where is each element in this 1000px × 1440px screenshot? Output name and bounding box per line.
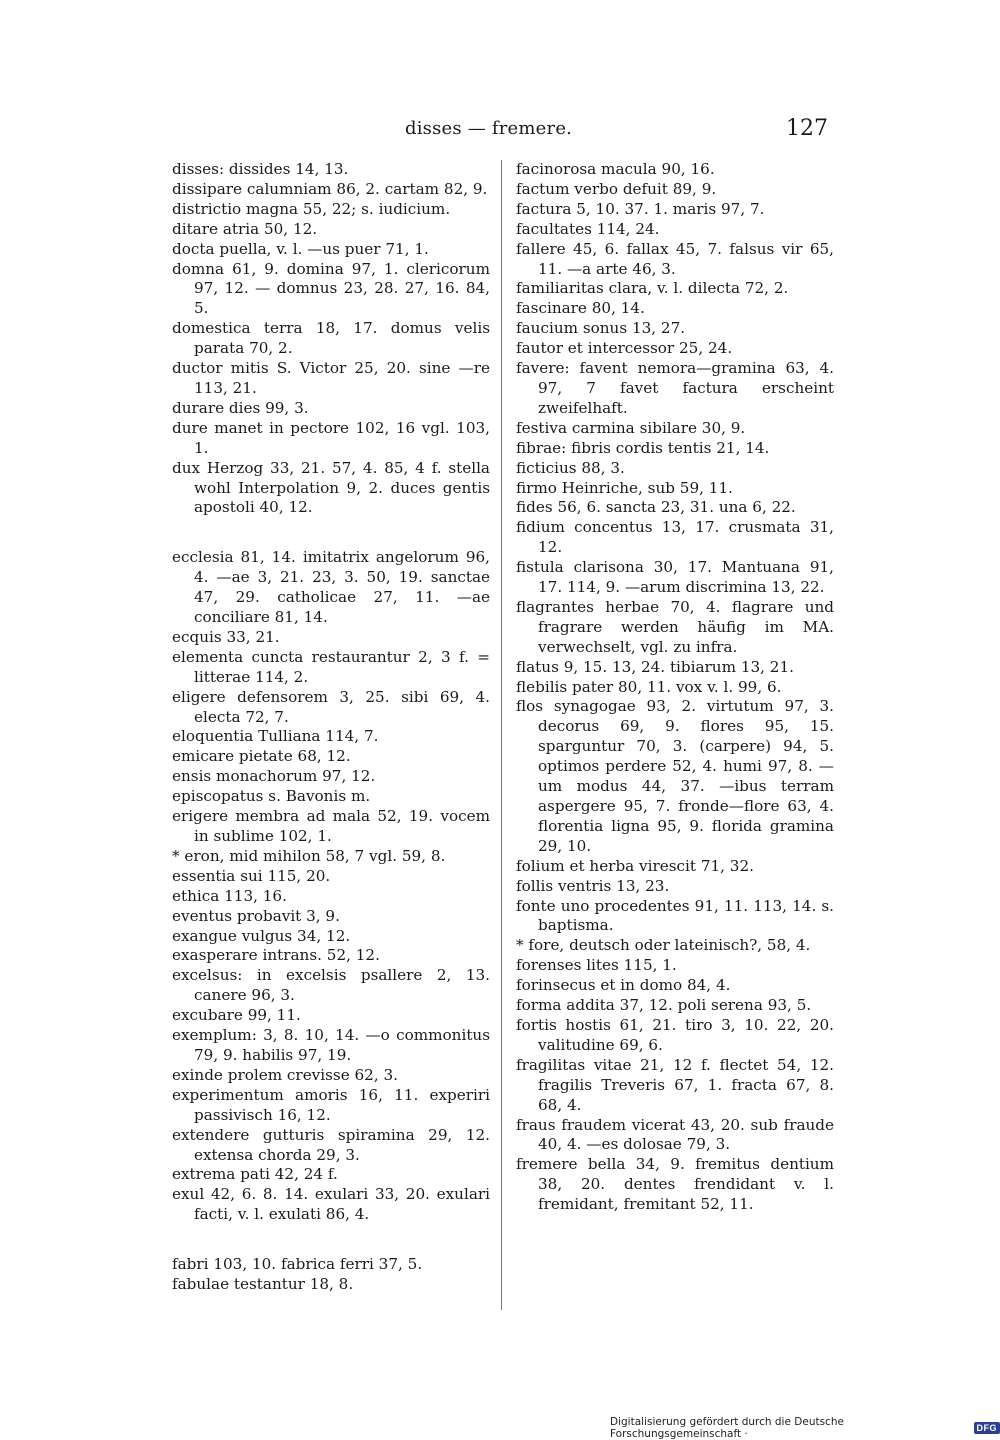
dfg-logo: DFG xyxy=(974,1422,1000,1434)
page-number: 127 xyxy=(786,116,828,141)
index-entry: domestica terra 18, 17. domus velis parata 70, 2. xyxy=(172,319,490,359)
index-entry: forinsecus et in domo 84, 4. xyxy=(516,976,834,996)
index-entry: exul 42, 6. 8. 14. exulari 33, 20. exulari facti, v. l. exulati 86, 4. xyxy=(172,1185,490,1225)
index-entry: ecquis 33, 21. xyxy=(172,628,490,648)
index-entry: disses: dissides 14, 13. xyxy=(172,160,490,180)
index-entry: dure manet in pectore 102, 16 vgl. 103, 1. xyxy=(172,419,490,459)
credit-text: Digitalisierung gefördert durch die Deutsche Forschungsgemeinschaft · xyxy=(610,1416,969,1440)
index-entry: essentia sui 115, 20. xyxy=(172,867,490,887)
index-entry: dissipare calumniam 86, 2. cartam 82, 9. xyxy=(172,180,490,200)
group-spacer xyxy=(172,518,490,548)
index-entry: ductor mitis S. Victor 25, 20. sine —re 113, 21. xyxy=(172,359,490,399)
index-entry: ecclesia 81, 14. imitatrix angelorum 96, 4. —ae 3, 21. 23, 3. 50, 19. sanctae 47, 29. catholicae 27, 11. —ae conciliare 81, 14. xyxy=(172,548,490,628)
index-entry: fascinare 80, 14. xyxy=(516,299,834,319)
page-title: disses — fremere. xyxy=(405,118,572,139)
index-entry: * eron, mid mihilon 58, 7 vgl. 59, 8. xyxy=(172,847,490,867)
index-entry: follis ventris 13, 23. xyxy=(516,877,834,897)
running-head xyxy=(0,116,1000,146)
index-entry: * fore, deutsch oder lateinisch?, 58, 4. xyxy=(516,936,834,956)
index-entry: favere: favent nemora—gramina 63, 4. 97, 7 favet factura erscheint zweifelhaft. xyxy=(516,359,834,419)
index-entry: excubare 99, 11. xyxy=(172,1006,490,1026)
index-entry: experimentum amoris 16, 11. experiri passivisch 16, 12. xyxy=(172,1086,490,1126)
index-entry: docta puella, v. l. —us puer 71, 1. xyxy=(172,240,490,260)
digitization-credit xyxy=(610,1416,1000,1440)
index-entry: ficticius 88, 3. xyxy=(516,459,834,479)
index-entry: fabri 103, 10. fabrica ferri 37, 5. xyxy=(172,1255,490,1275)
index-entry: fonte uno procedentes 91, 11. 113, 14. s. baptisma. xyxy=(516,897,834,937)
index-entry: exemplum: 3, 8. 10, 14. —o commonitus 79, 9. habilis 97, 19. xyxy=(172,1026,490,1066)
index-entry: flatus 9, 15. 13, 24. tibiarum 13, 21. xyxy=(516,658,834,678)
index-entry: fraus fraudem vicerat 43, 20. sub fraude 40, 4. —es dolosae 79, 3. xyxy=(516,1116,834,1156)
index-entry: fallere 45, 6. fallax 45, 7. falsus vir 65, 11. —a arte 46, 3. xyxy=(516,240,834,280)
index-entry: fidium concentus 13, 17. crusmata 31, 12. xyxy=(516,518,834,558)
index-entry: fabulae testantur 18, 8. xyxy=(172,1275,490,1295)
index-entry: episcopatus s. Bavonis m. xyxy=(172,787,490,807)
index-entry: ensis monachorum 97, 12. xyxy=(172,767,490,787)
index-entry: flebilis pater 80, 11. vox v. l. 99, 6. xyxy=(516,678,834,698)
index-entry: fibrae: fibris cordis tentis 21, 14. xyxy=(516,439,834,459)
index-entry: exinde prolem crevisse 62, 3. xyxy=(172,1066,490,1086)
right-column xyxy=(516,160,834,1215)
index-entry: elementa cuncta restaurantur 2, 3 f. = litterae 114, 2. xyxy=(172,648,490,688)
index-entry: extrema pati 42, 24 f. xyxy=(172,1165,490,1185)
index-entry: extendere gutturis spiramina 29, 12. extensa chorda 29, 3. xyxy=(172,1126,490,1166)
index-entry: familiaritas clara, v. l. dilecta 72, 2. xyxy=(516,279,834,299)
index-entry: exasperare intrans. 52, 12. xyxy=(172,946,490,966)
index-entry: domna 61, 9. domina 97, 1. clericorum 97, 12. — domnus 23, 28. 27, 16. 84, 5. xyxy=(172,260,490,320)
index-entry: exangue vulgus 34, 12. xyxy=(172,927,490,947)
index-entry: durare dies 99, 3. xyxy=(172,399,490,419)
index-entry: fragilitas vitae 21, 12 f. flectet 54, 12. fragilis Treveris 67, 1. fracta 67, 8. 68, 4. xyxy=(516,1056,834,1116)
index-entry: firmo Heinriche, sub 59, 11. xyxy=(516,479,834,499)
group-spacer xyxy=(172,1225,490,1255)
index-entry: eventus probavit 3, 9. xyxy=(172,907,490,927)
index-entry: erigere membra ad mala 52, 19. vocem in sublime 102, 1. xyxy=(172,807,490,847)
left-column xyxy=(172,160,490,1295)
index-entry: folium et herba virescit 71, 32. xyxy=(516,857,834,877)
index-entry: flos synagogae 93, 2. virtutum 97, 3. decorus 69, 9. flores 95, 15. sparguntur 70, 3. (carpere) 94, 5. optimos perdere 52, 4. humi 97, 8. —um modus 44, 37. —ibus terram aspergere 95, 7. fronde—flore 63, 4. florentia ligna 95, 9. florida gramina 29, 10. xyxy=(516,697,834,856)
column-divider xyxy=(501,160,502,1310)
index-group-d xyxy=(172,160,490,518)
index-entry: fides 56, 6. sancta 23, 31. una 6, 22. xyxy=(516,498,834,518)
index-group-e xyxy=(172,548,490,1225)
index-entry: eloquentia Tulliana 114, 7. xyxy=(172,727,490,747)
index-entry: factura 5, 10. 37. 1. maris 97, 7. xyxy=(516,200,834,220)
index-entry: facultates 114, 24. xyxy=(516,220,834,240)
index-entry: forma addita 37, 12. poli serena 93, 5. xyxy=(516,996,834,1016)
index-entry: fautor et intercessor 25, 24. xyxy=(516,339,834,359)
index-entry: factum verbo defuit 89, 9. xyxy=(516,180,834,200)
index-group-f-start xyxy=(172,1255,490,1295)
index-entry: flagrantes herbae 70, 4. flagrare und fragrare werden häufig im MA. verwechselt, vgl. zu infra. xyxy=(516,598,834,658)
index-group-f xyxy=(516,160,834,1215)
index-entry: eligere defensorem 3, 25. sibi 69, 4. electa 72, 7. xyxy=(172,688,490,728)
index-entry: districtio magna 55, 22; s. iudicium. xyxy=(172,200,490,220)
index-entry: excelsus: in excelsis psallere 2, 13. canere 96, 3. xyxy=(172,966,490,1006)
index-entry: forenses lites 115, 1. xyxy=(516,956,834,976)
index-entry: ethica 113, 16. xyxy=(172,887,490,907)
index-entry: fortis hostis 61, 21. tiro 3, 10. 22, 20. valitudine 69, 6. xyxy=(516,1016,834,1056)
index-entry: faucium sonus 13, 27. xyxy=(516,319,834,339)
index-entry: festiva carmina sibilare 30, 9. xyxy=(516,419,834,439)
index-entry: facinorosa macula 90, 16. xyxy=(516,160,834,180)
index-entry: ditare atria 50, 12. xyxy=(172,220,490,240)
index-entry: fistula clarisona 30, 17. Mantuana 91, 17. 114, 9. —arum discrimina 13, 22. xyxy=(516,558,834,598)
index-entry: dux Herzog 33, 21. 57, 4. 85, 4 f. stella wohl Interpolation 9, 2. duces gentis apostoli 40, 12. xyxy=(172,459,490,519)
index-entry: fremere bella 34, 9. fremitus dentium 38, 20. dentes frendidant v. l. fremidant, fremitant 52, 11. xyxy=(516,1155,834,1215)
index-entry: emicare pietate 68, 12. xyxy=(172,747,490,767)
